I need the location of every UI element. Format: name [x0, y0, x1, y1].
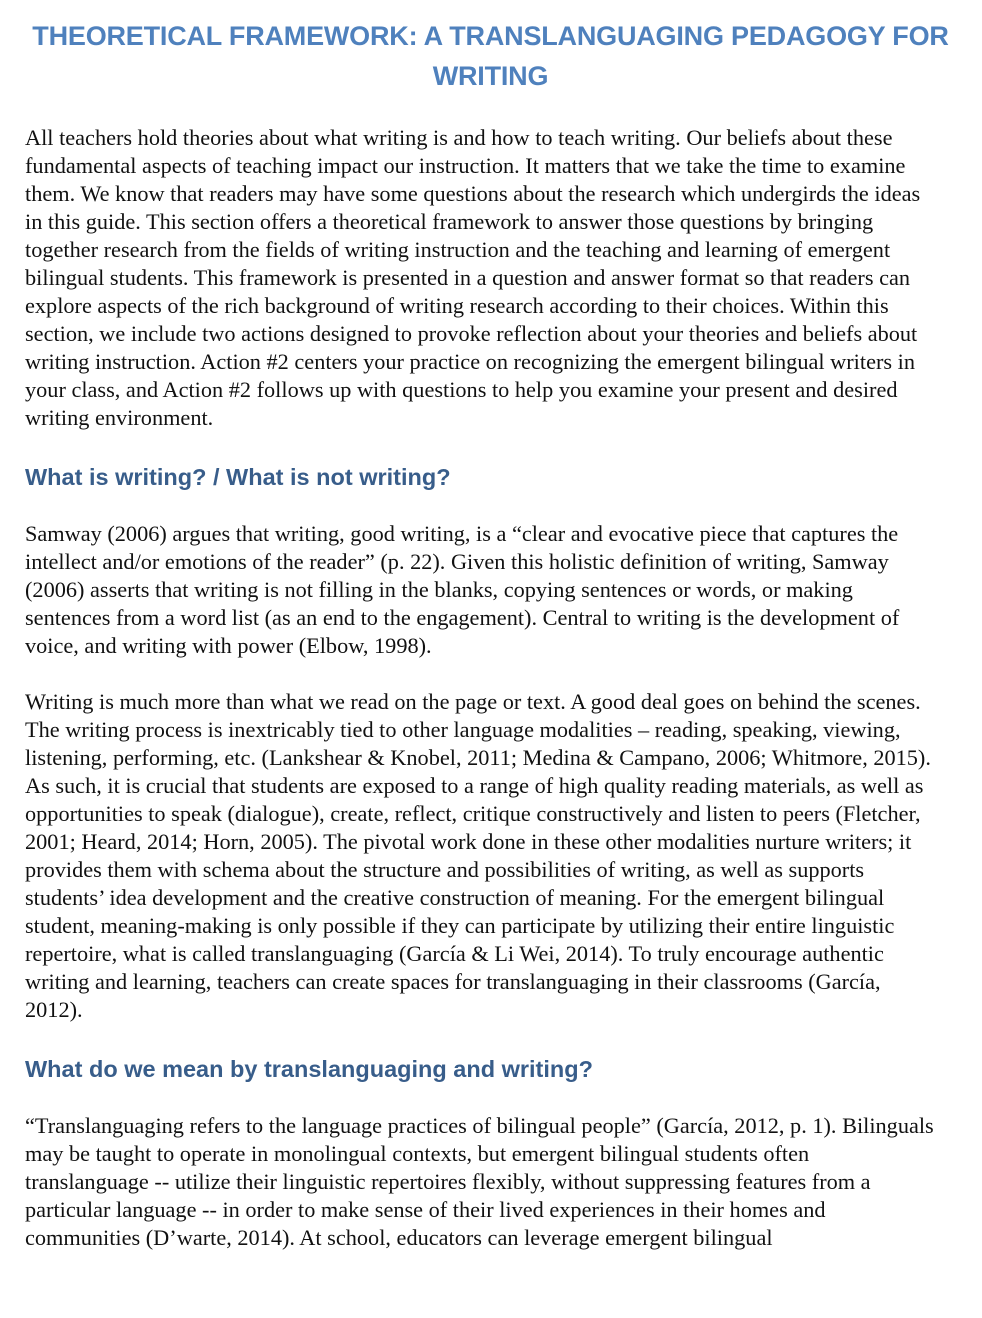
samway-paragraph: Samway (2006) argues that writing, good writing, is a “clear and evocative piece that captures the intellect and/or emotions of the reader” (p. 22). Given this holistic definition of writing, Samway (2006) asserts that writing is not filling in the blanks, copying sentences or words, or making sentences from a word list (as an end to the engagement). Central to writing is the development of voice, and writing with power (Elbow, 1998).: [25, 521, 900, 658]
section-heading-what-is-writing: What is writing? / What is not writing?: [25, 464, 451, 490]
translanguaging-paragraph: “Translanguaging refers to the language practices of bilingual people” (García, 2012, p. 1). Bilinguals may be taught to operate in monolingual contexts, but emergent bilingual students often translanguage -- utilize their linguistic repertoires flexibly, without suppressing features from a particular language -- in order to make sense of their lived experiences in their homes and communities (D’warte, 2014). At school, educators can leverage emergent bilingual: [25, 1113, 934, 1250]
intro-paragraph: All teachers hold theories about what writing is and how to teach writing. Our beliefs about these fundamental aspects of teaching impact our instruction. It matters that we take the time to examine them. We know that readers may have some questions about the research which undergirds the ideas in this guide. This section offers a theoretical framework to answer those questions by bringing together research from the fields of writing instruction and the teaching and learning of emergent bilingual students. This framework is presented in a question and answer format so that readers can explore aspects of the rich background of writing research according to their choices. Within this section, we include two actions designed to provoke reflection about your theories and beliefs about writing instruction. Action #2 centers your practice on recognizing the emergent bilingual writers in your class, and Action #2 follows up with questions to help you examine your present and desired writing environment.: [25, 125, 921, 430]
document-title: THEORETICAL FRAMEWORK: A TRANSLANGUAGING PEDAGOGY FOR WRITING: [32, 21, 949, 91]
writing-process-paragraph: Writing is much more than what we read on the page or text. A good deal goes on behind the scenes. The writing process is inextricably tied to other language modalities – reading, speaking, viewing, listening, performing, etc. (Lankshear & Knobel, 2011; Medina & Campano, 2006; Whitmore, 2015). As such, it is crucial that students are exposed to a range of high quality reading materials, as well as opportunities to speak (dialogue), create, reflect, critique constructively and listen to peers (Fletcher, 2001; Heard, 2014; Horn, 2005). The pivotal work done in these other modalities nurture writers; it provides them with schema about the structure and possibilities of writing, as well as supports students’ idea development and the creative construction of meaning. For the emergent bilingual student, meaning-making is only possible if they can participate by utilizing their entire linguistic repertoire, what is called translanguaging (García & Li Wei, 2014). To truly encourage authentic writing and learning, teachers can create spaces for translanguaging in their classrooms (García, 2012).: [25, 689, 931, 1022]
section-heading-translanguaging: What do we mean by translanguaging and writing?: [25, 1056, 593, 1082]
